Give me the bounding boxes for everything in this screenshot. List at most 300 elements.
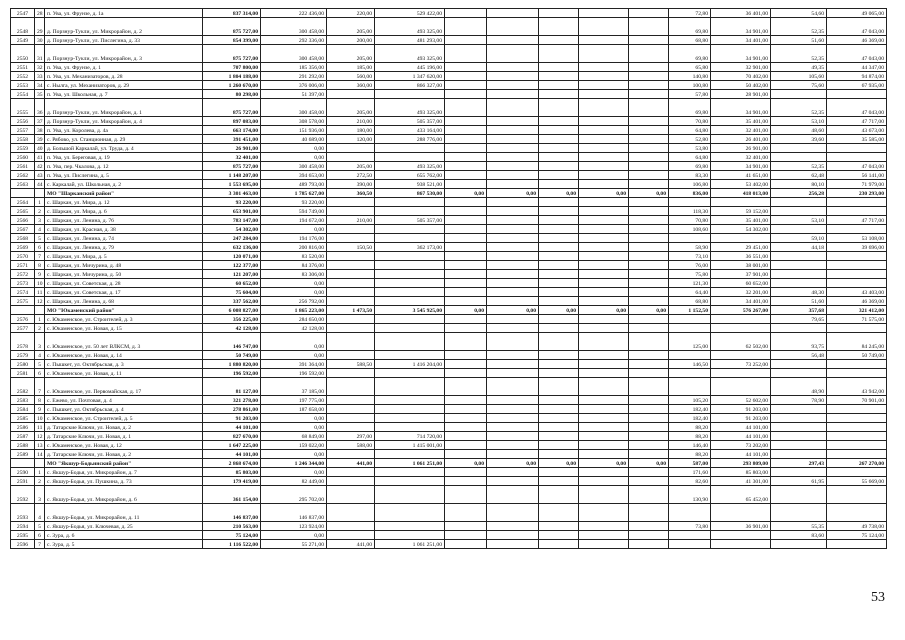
col-4-cell: 0,00 xyxy=(445,306,487,315)
area-col-11-cell: 75,60 xyxy=(771,81,827,90)
col-6-cell: 0,00 xyxy=(539,306,579,315)
cost-col-12-cell: 75 124,00 xyxy=(827,531,887,540)
col-8-cell xyxy=(629,279,669,288)
col-8-cell xyxy=(629,468,669,477)
area-col-11-cell xyxy=(771,432,827,441)
local-number-cell: 2 xyxy=(35,477,45,486)
cost-col-1-cell: 1 246 344,00 xyxy=(261,459,327,468)
table-row xyxy=(11,297,887,306)
row-number-cell: 2559 xyxy=(11,144,35,153)
cost-col-12-cell: 47 043,00 xyxy=(827,45,887,63)
area-col-11-cell xyxy=(771,540,827,549)
cost-col-3-cell: 493 325,00 xyxy=(375,162,445,171)
address-cell: д. Татарские Ключи, ул. Новая, д. 2 xyxy=(45,423,203,432)
col-8-cell xyxy=(629,153,669,162)
table-row xyxy=(11,99,887,117)
area-col-11-cell xyxy=(771,279,827,288)
address-cell: с. Зура, д. 5 xyxy=(45,540,203,549)
address-cell: с. Якшур-Бодья, ул. Микрорайон, д. 7 xyxy=(45,468,203,477)
col-4-cell xyxy=(445,468,487,477)
cost-col-1-cell: 93 220,00 xyxy=(261,198,327,207)
area-col-2-cell xyxy=(327,252,375,261)
cost-col-10-cell xyxy=(711,198,771,207)
row-number-cell: 2579 xyxy=(11,351,35,360)
row-number-cell: 2566 xyxy=(11,216,35,225)
col-8-cell xyxy=(629,369,669,378)
area-col-2-cell xyxy=(327,297,375,306)
area-col-11-cell: 51,60 xyxy=(771,297,827,306)
col-7-cell xyxy=(579,504,629,522)
cost-col-3-cell xyxy=(375,396,445,405)
col-8-cell xyxy=(629,36,669,45)
cost-col-12-cell: 47 717,00 xyxy=(827,216,887,225)
area-col-11-cell: 59,10 xyxy=(771,234,827,243)
row-number-cell: 2555 xyxy=(11,99,35,117)
cost-col-10-cell: 29 451,00 xyxy=(711,243,771,252)
row-number-cell: 2583 xyxy=(11,396,35,405)
cost-col-10-cell: 34 901,00 xyxy=(711,162,771,171)
cost-col-3-cell xyxy=(375,468,445,477)
area-col-2-cell: 185,00 xyxy=(327,63,375,72)
cost-col-3-cell xyxy=(375,234,445,243)
cost-col-10-cell xyxy=(711,234,771,243)
col-6-cell xyxy=(539,324,579,333)
col-7-cell xyxy=(579,207,629,216)
col-7-cell xyxy=(579,396,629,405)
col-4-cell xyxy=(445,180,487,189)
col-7-cell xyxy=(579,252,629,261)
col-4-cell xyxy=(445,162,487,171)
col-5-cell xyxy=(487,396,539,405)
cost-col-12-cell xyxy=(827,450,887,459)
cost-col-1-cell: 51 397,00 xyxy=(261,90,327,99)
table-row xyxy=(11,216,887,225)
local-number-cell: 44 xyxy=(35,180,45,189)
cost-col-1-cell: 300 458,00 xyxy=(261,162,327,171)
address-cell: с. Юкаменское, ул. Строителей, д. 5 xyxy=(45,414,203,423)
col-7-cell xyxy=(579,441,629,450)
cost-col-1-cell: 0,00 xyxy=(261,414,327,423)
total-cost-cell: 146 837,00 xyxy=(203,504,261,522)
col-7-cell: 0,00 xyxy=(579,306,629,315)
cost-col-3-cell: 1 416 204,00 xyxy=(375,360,445,369)
col-4-cell xyxy=(445,378,487,396)
local-number-cell: 6 xyxy=(35,369,45,378)
table-row xyxy=(11,270,887,279)
local-number-cell: 11 xyxy=(35,423,45,432)
address-cell: п. Ува, ул. Фрунзе, д. 1а xyxy=(45,9,203,18)
col-5-cell xyxy=(487,270,539,279)
area-col-11-cell xyxy=(771,441,827,450)
cost-col-12-cell: 47 043,00 xyxy=(827,162,887,171)
local-number-cell: 29 xyxy=(35,18,45,36)
col-8-cell xyxy=(629,378,669,396)
row-number-cell: 2553 xyxy=(11,81,35,90)
col-6-cell xyxy=(539,63,579,72)
row-number-cell: 2572 xyxy=(11,270,35,279)
cost-col-3-cell xyxy=(375,153,445,162)
col-5-cell xyxy=(487,540,539,549)
col-5-cell xyxy=(487,297,539,306)
cost-col-3-cell xyxy=(375,90,445,99)
address-cell: МО "Шарканский район" xyxy=(45,189,203,198)
area-col-2-cell xyxy=(327,369,375,378)
address-cell: с. Юкаменское, ул. Новая, д. 11 xyxy=(45,369,203,378)
cost-col-10-cell: 54 302,00 xyxy=(711,225,771,234)
col-8-cell xyxy=(629,324,669,333)
col-4-cell xyxy=(445,315,487,324)
area-col-2-cell xyxy=(327,207,375,216)
col-8-cell xyxy=(629,252,669,261)
col-8-cell xyxy=(629,180,669,189)
local-number-cell: 3 xyxy=(35,216,45,225)
total-cost-cell: 6 008 827,00 xyxy=(203,306,261,315)
total-cost-cell: 91 203,00 xyxy=(203,414,261,423)
local-number-cell: 42 xyxy=(35,162,45,171)
col-7-cell xyxy=(579,225,629,234)
col-4-cell xyxy=(445,36,487,45)
col-6-cell xyxy=(539,90,579,99)
cost-col-10-cell: 34 901,00 xyxy=(711,99,771,117)
cost-col-1-cell: 40 689,00 xyxy=(261,135,327,144)
col-8-cell xyxy=(629,117,669,126)
local-number-cell: 12 xyxy=(35,297,45,306)
col-5-cell xyxy=(487,180,539,189)
area-col-9-cell: 57,80 xyxy=(669,90,711,99)
cost-col-1-cell: 42 128,00 xyxy=(261,324,327,333)
cost-col-10-cell xyxy=(711,351,771,360)
cost-col-3-cell xyxy=(375,423,445,432)
address-cell: МО "Юкаменский район" xyxy=(45,306,203,315)
area-col-9-cell: 68,80 xyxy=(669,297,711,306)
area-col-11-cell: 297,43 xyxy=(771,459,827,468)
col-8-cell xyxy=(629,234,669,243)
local-number-cell: 1 xyxy=(35,315,45,324)
cost-col-1-cell: 84 376,00 xyxy=(261,261,327,270)
local-number-cell xyxy=(35,306,45,315)
row-number-cell: 2561 xyxy=(11,162,35,171)
area-col-9-cell xyxy=(669,540,711,549)
row-number-cell: 2594 xyxy=(11,522,35,531)
col-8-cell: 0,00 xyxy=(629,459,669,468)
col-8-cell xyxy=(629,126,669,135)
cost-col-12-cell xyxy=(827,369,887,378)
col-5-cell xyxy=(487,63,539,72)
area-col-11-cell: 105,60 xyxy=(771,72,827,81)
cost-col-12-cell xyxy=(827,360,887,369)
area-col-2-cell: 150,50 xyxy=(327,243,375,252)
area-col-2-cell xyxy=(327,468,375,477)
total-cost-cell: 897 083,00 xyxy=(203,117,261,126)
col-8-cell xyxy=(629,162,669,171)
area-col-2-cell: 120,00 xyxy=(327,135,375,144)
local-number-cell: 28 xyxy=(35,9,45,18)
cost-col-10-cell: 36 551,00 xyxy=(711,252,771,261)
cost-col-3-cell: 362 173,00 xyxy=(375,243,445,252)
local-number-cell: 9 xyxy=(35,270,45,279)
col-4-cell: 0,00 xyxy=(445,459,487,468)
address-cell: с. Якшур-Бодья, ул. Пушкина, д. 73 xyxy=(45,477,203,486)
area-col-9-cell: 88,20 xyxy=(669,450,711,459)
col-6-cell xyxy=(539,135,579,144)
cost-col-12-cell: 49 065,00 xyxy=(827,9,887,18)
table-row xyxy=(11,414,887,423)
col-4-cell xyxy=(445,414,487,423)
col-6-cell xyxy=(539,144,579,153)
row-number-cell: 2548 xyxy=(11,18,35,36)
col-5-cell xyxy=(487,369,539,378)
area-col-2-cell xyxy=(327,378,375,396)
area-col-9-cell: 105,20 xyxy=(669,396,711,405)
col-7-cell xyxy=(579,9,629,18)
col-8-cell xyxy=(629,171,669,180)
col-4-cell xyxy=(445,207,487,216)
area-col-11-cell xyxy=(771,360,827,369)
area-col-11-cell xyxy=(771,504,827,522)
col-7-cell xyxy=(579,378,629,396)
table-row xyxy=(11,261,887,270)
cost-col-1-cell: 0,00 xyxy=(261,333,327,351)
table-row xyxy=(11,360,887,369)
col-8-cell xyxy=(629,333,669,351)
local-number-cell: 6 xyxy=(35,531,45,540)
col-7-cell xyxy=(579,333,629,351)
cost-col-10-cell: 91 203,00 xyxy=(711,414,771,423)
total-cost-cell: 632 136,00 xyxy=(203,243,261,252)
area-col-11-cell: 256,28 xyxy=(771,189,827,198)
area-col-11-cell xyxy=(771,270,827,279)
col-4-cell xyxy=(445,360,487,369)
col-5-cell xyxy=(487,171,539,180)
area-col-2-cell xyxy=(327,414,375,423)
cost-col-12-cell xyxy=(827,144,887,153)
local-number-cell: 5 xyxy=(35,234,45,243)
address-cell: с. Якшур-Бодья, ул. Микрорайон, д. 11 xyxy=(45,504,203,522)
area-col-2-cell: 180,00 xyxy=(327,126,375,135)
cost-col-3-cell xyxy=(375,414,445,423)
cost-col-12-cell: 47 043,00 xyxy=(827,99,887,117)
cost-col-3-cell: 714 720,00 xyxy=(375,432,445,441)
area-col-2-cell xyxy=(327,288,375,297)
col-4-cell xyxy=(445,279,487,288)
cost-col-1-cell: 196 592,00 xyxy=(261,369,327,378)
col-4-cell xyxy=(445,288,487,297)
cost-col-3-cell xyxy=(375,522,445,531)
cost-col-10-cell: 41 301,00 xyxy=(711,477,771,486)
area-col-9-cell: 64,40 xyxy=(669,288,711,297)
cost-col-12-cell: 71 979,00 xyxy=(827,180,887,189)
col-6-cell xyxy=(539,171,579,180)
cost-col-3-cell: 505 357,00 xyxy=(375,216,445,225)
col-4-cell xyxy=(445,72,487,81)
local-number-cell: 5 xyxy=(35,522,45,531)
cost-col-10-cell: 38 001,00 xyxy=(711,261,771,270)
area-col-11-cell xyxy=(771,261,827,270)
address-cell: с. Шаркан, ул. Советская, д. 17 xyxy=(45,288,203,297)
cost-col-3-cell xyxy=(375,225,445,234)
col-4-cell xyxy=(445,333,487,351)
col-8-cell xyxy=(629,81,669,90)
cost-col-1-cell: 391 364,00 xyxy=(261,360,327,369)
cost-col-1-cell: 394 653,00 xyxy=(261,171,327,180)
area-col-11-cell: 61,95 xyxy=(771,477,827,486)
cost-col-1-cell: 284 650,00 xyxy=(261,315,327,324)
cost-col-12-cell: 67 935,00 xyxy=(827,81,887,90)
col-6-cell xyxy=(539,369,579,378)
row-number-cell: 2569 xyxy=(11,243,35,252)
area-col-11-cell: 54,60 xyxy=(771,9,827,18)
cost-col-12-cell xyxy=(827,468,887,477)
col-5-cell xyxy=(487,144,539,153)
col-6-cell xyxy=(539,468,579,477)
address-cell: с. Юкаменское, ул. Новая, д. 15 xyxy=(45,324,203,333)
area-col-11-cell: 52,35 xyxy=(771,45,827,63)
cost-col-10-cell: 44 101,00 xyxy=(711,450,771,459)
cost-col-10-cell: 32 401,00 xyxy=(711,153,771,162)
area-col-9-cell: 64,80 xyxy=(669,126,711,135)
area-col-2-cell xyxy=(327,234,375,243)
col-8-cell xyxy=(629,297,669,306)
col-8-cell xyxy=(629,72,669,81)
col-7-cell xyxy=(579,405,629,414)
col-6-cell xyxy=(539,207,579,216)
cost-col-1-cell: 292 336,00 xyxy=(261,36,327,45)
col-8-cell xyxy=(629,351,669,360)
col-7-cell xyxy=(579,450,629,459)
row-number-cell: 2573 xyxy=(11,279,35,288)
cost-col-3-cell xyxy=(375,279,445,288)
total-cost-cell: 356 225,00 xyxy=(203,315,261,324)
row-number-cell: 2557 xyxy=(11,126,35,135)
cost-col-12-cell xyxy=(827,423,887,432)
col-5-cell xyxy=(487,162,539,171)
total-cost-cell: 85 803,00 xyxy=(203,468,261,477)
area-col-9-cell: 64,80 xyxy=(669,153,711,162)
address-cell: с. Шаркан, ул. Мичурина, д. 48 xyxy=(45,261,203,270)
col-7-cell xyxy=(579,72,629,81)
cost-col-3-cell xyxy=(375,351,445,360)
col-6-cell xyxy=(539,378,579,396)
table-row xyxy=(11,315,887,324)
col-5-cell xyxy=(487,36,539,45)
row-number-cell: 2590 xyxy=(11,468,35,477)
cost-col-1-cell: 222 436,00 xyxy=(261,9,327,18)
col-7-cell xyxy=(579,288,629,297)
cost-col-1-cell: 0,00 xyxy=(261,468,327,477)
address-cell: с. Рябово, ул. Станционная, д. 29 xyxy=(45,135,203,144)
col-8-cell xyxy=(629,486,669,504)
area-col-2-cell: 200,00 xyxy=(327,36,375,45)
table-row xyxy=(11,45,887,63)
col-6-cell xyxy=(539,432,579,441)
total-cost-cell: 80 298,00 xyxy=(203,90,261,99)
area-col-9-cell: 106,80 xyxy=(669,180,711,189)
cost-col-12-cell: 43 942,00 xyxy=(827,378,887,396)
col-4-cell xyxy=(445,531,487,540)
area-col-9-cell xyxy=(669,369,711,378)
area-col-9-cell: 72,80 xyxy=(669,9,711,18)
local-number-cell: 41 xyxy=(35,153,45,162)
area-col-9-cell: 125,00 xyxy=(669,333,711,351)
cost-col-12-cell: 50 749,00 xyxy=(827,351,887,360)
area-col-11-cell xyxy=(771,450,827,459)
col-5-cell xyxy=(487,261,539,270)
col-8-cell xyxy=(629,9,669,18)
cost-col-10-cell: 62 502,00 xyxy=(711,333,771,351)
area-col-11-cell: 79,65 xyxy=(771,315,827,324)
col-7-cell xyxy=(579,432,629,441)
col-5-cell xyxy=(487,216,539,225)
area-col-11-cell xyxy=(771,144,827,153)
area-col-11-cell: 83,60 xyxy=(771,531,827,540)
local-number-cell: 4 xyxy=(35,225,45,234)
row-number-cell: 2570 xyxy=(11,252,35,261)
col-4-cell xyxy=(445,540,487,549)
row-number-cell: 2575 xyxy=(11,297,35,306)
table-row xyxy=(11,405,887,414)
total-cost-cell: 1 804 188,00 xyxy=(203,72,261,81)
total-cost-cell: 1 553 695,00 xyxy=(203,180,261,189)
local-number-cell: 5 xyxy=(35,360,45,369)
area-col-9-cell: 58,90 xyxy=(669,243,711,252)
col-8-cell xyxy=(629,531,669,540)
col-6-cell xyxy=(539,180,579,189)
cost-col-12-cell: 47 717,00 xyxy=(827,117,887,126)
col-6-cell xyxy=(539,261,579,270)
col-5-cell: 0,00 xyxy=(487,189,539,198)
col-7-cell xyxy=(579,90,629,99)
table-row xyxy=(11,72,887,81)
col-8-cell xyxy=(629,144,669,153)
cost-col-3-cell xyxy=(375,144,445,153)
area-col-2-cell xyxy=(327,396,375,405)
address-cell: с. Шаркан, ул. Ленина, д. 79 xyxy=(45,243,203,252)
area-col-9-cell: 836,00 xyxy=(669,189,711,198)
col-4-cell xyxy=(445,126,487,135)
cost-col-1-cell: 197 775,00 xyxy=(261,396,327,405)
col-7-cell xyxy=(579,360,629,369)
area-col-11-cell xyxy=(771,414,827,423)
local-number-cell: 37 xyxy=(35,117,45,126)
col-7-cell xyxy=(579,153,629,162)
area-col-2-cell xyxy=(327,522,375,531)
area-col-9-cell: 53,80 xyxy=(669,144,711,153)
table-row xyxy=(11,63,887,72)
area-col-9-cell: 73,10 xyxy=(669,252,711,261)
row-number-cell xyxy=(11,306,35,315)
address-cell: п. Ува, ул. Школьная, д. 7 xyxy=(45,90,203,99)
cost-col-10-cell: 26 401,00 xyxy=(711,135,771,144)
area-col-11-cell xyxy=(771,225,827,234)
area-col-11-cell xyxy=(771,252,827,261)
col-5-cell xyxy=(487,45,539,63)
cost-col-12-cell xyxy=(827,225,887,234)
cost-col-10-cell xyxy=(711,378,771,396)
row-number-cell: 2560 xyxy=(11,153,35,162)
row-number-cell: 2585 xyxy=(11,414,35,423)
area-col-9-cell: 1 152,50 xyxy=(669,306,711,315)
cost-col-10-cell xyxy=(711,504,771,522)
area-col-11-cell xyxy=(771,207,827,216)
col-7-cell xyxy=(579,297,629,306)
total-cost-cell: 44 101,00 xyxy=(203,423,261,432)
col-4-cell xyxy=(445,432,487,441)
area-col-2-cell: 205,00 xyxy=(327,45,375,63)
table-row xyxy=(11,162,887,171)
local-number-cell xyxy=(35,189,45,198)
row-number-cell: 2586 xyxy=(11,423,35,432)
col-6-cell xyxy=(539,540,579,549)
